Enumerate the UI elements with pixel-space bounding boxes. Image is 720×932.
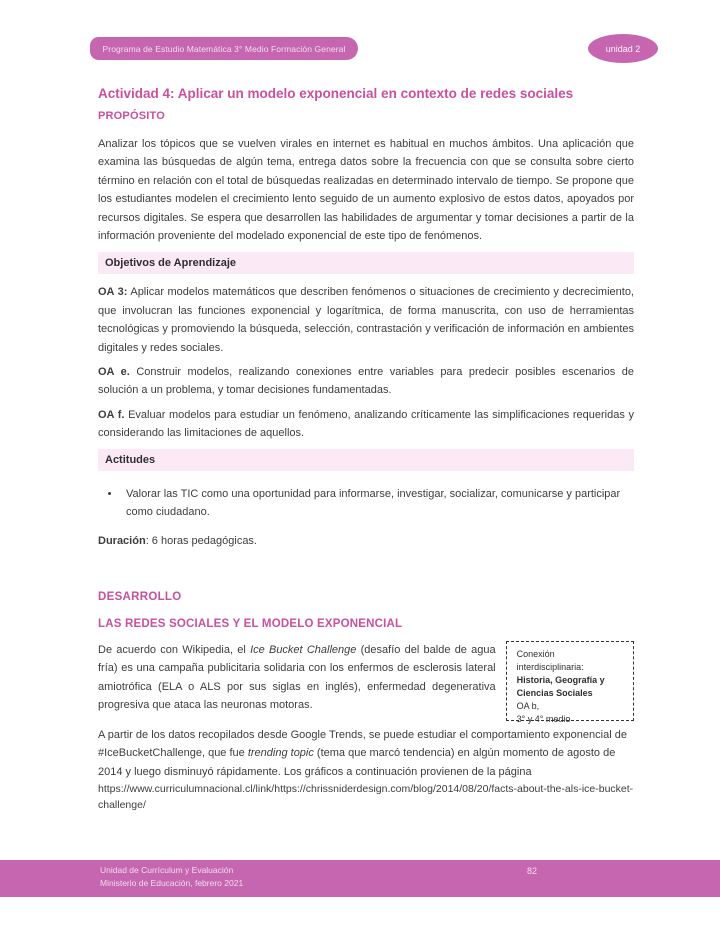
oae-text: Construir modelos, realizando conexiones entre variables para predecir posibles escenarios de solución a un problema, y tomar decisiones fundamentadas. bbox=[98, 366, 635, 397]
connection-box-title: Conexión interdisciplinaria: bbox=[516, 648, 584, 672]
oaf-label: OA f. bbox=[98, 408, 125, 421]
actitudes-heading: Actitudes bbox=[105, 453, 156, 466]
header-unit-badge bbox=[588, 34, 658, 63]
ice-bucket-challenge-italic: Ice Bucket Challenge bbox=[250, 643, 357, 656]
source-url-link[interactable]: https://www.curriculumnacional.cl/link/https://chrissniderdesign.com/blog/2014/08/20/facts-about-the-als-ice-bucket-challenge/ bbox=[98, 783, 634, 812]
wikipedia-text-post: (desafío del balde de agua fría) es una campaña publicitaria solidaria con los enfermos de esclerosis lateral amiotrófica (ELA o ALS por sus siglas en inglés), enfermedad degenerativa progresiva que ataca las neuronas motoras. bbox=[98, 643, 496, 712]
objetivos-heading: Objetivos de Aprendizaje bbox=[105, 257, 237, 270]
proposito-heading: PROPÓSITO bbox=[98, 110, 165, 122]
duracion-line bbox=[98, 532, 634, 550]
footer-line2: Ministerio de Educación, febrero 2021 bbox=[100, 877, 244, 888]
footer-credits bbox=[100, 864, 243, 889]
wikipedia-paragraph bbox=[98, 641, 496, 721]
footer-bar bbox=[0, 860, 720, 897]
connection-box-subject: Historia, Geografía y Ciencias Sociales bbox=[516, 674, 605, 698]
google-trends-paragraph bbox=[98, 726, 634, 781]
duracion-label: Duración bbox=[98, 534, 146, 547]
oa3-text: Aplicar modelos matemáticos que describen fenómenos o situaciones de crecimiento y decrecimiento, que involucran las funciones exponencial y logarítmica, de forma manuscrita, con uso de herramientas tecnológicas y promoviendo la búsqueda, selección, contrastación y verificación de información en ambientes digitales y redes sociales. bbox=[98, 286, 634, 354]
trends-text-post: (tema que marcó tendencia) en algún momento de agosto de 2014 y luego disminuyó rápidamente. Los gráficos a continuación provienen de la página bbox=[98, 747, 616, 778]
oaf-paragraph bbox=[98, 406, 634, 443]
trends-text-pre: A partir de los datos recopilados desde Google Trends, se puede estudiar el comportamiento exponencial de #IceBucketChallenge, que fue bbox=[98, 728, 627, 760]
connection-box-oa: OA b, bbox=[516, 700, 540, 711]
oae-paragraph bbox=[98, 363, 634, 400]
trending-topic-italic: trending topic bbox=[247, 747, 314, 760]
actitud-list-item: • Valorar las TIC como una oportunidad para informarse, investigar, socializar, comunicarse y participar como ciudadano. bbox=[121, 485, 634, 522]
wikipedia-text-pre: De acuerdo con Wikipedia, el bbox=[98, 643, 251, 656]
interdisciplinary-connection-box bbox=[506, 641, 634, 724]
header-program-badge bbox=[90, 37, 358, 60]
oae-label: OA e. bbox=[98, 366, 130, 379]
redes-sociales-section-heading: LAS REDES SOCIALES Y EL MODELO EXPONENCIAL bbox=[98, 617, 403, 630]
document-content bbox=[98, 86, 634, 813]
activity-title: Actividad 4: Aplicar un modelo exponencial en contexto de redes sociales bbox=[98, 86, 574, 101]
footer-line1: Unidad de Currículum y Evaluación bbox=[100, 865, 234, 875]
duracion-value: : 6 horas pedagógicas. bbox=[145, 534, 257, 547]
page-number: 82 bbox=[527, 866, 538, 876]
proposito-paragraph: Analizar los tópicos que se vuelven virales en internet es habitual en muchos ámbitos. Una aplicación que examina las búsquedas de algún tema, entrega datos sobre la frecuencia con que se consulta sobre cierto término en relación con el total de búsquedas realizadas en determinado intervalo de tiempo. Se propone que los estudiantes modelen el crecimiento lento seguido de un aumento explosivo de estos datos, apoyados por recursos digitales. Se espera que desarrollen las habilidades de argumentar y tomar decisiones a partir de la información proveniente del modelado exponencial de este tipo de fenómenos. bbox=[98, 138, 634, 243]
connection-box-levels: 3° y 4° medio bbox=[516, 713, 571, 724]
oaf-text: Evaluar modelos para estudiar un fenómeno, analizando críticamente las simplificaciones requeridas y considerando las limitaciones de aquellos. bbox=[98, 408, 634, 440]
actitudes-section-bar bbox=[98, 449, 634, 471]
desarrollo-heading: DESARROLLO bbox=[98, 590, 182, 603]
header-program-label: Programa de Estudio Matemática 3° Medio Formación General bbox=[102, 43, 346, 54]
objetivos-section-bar bbox=[98, 252, 634, 274]
header-unit-label: unidad 2 bbox=[605, 43, 641, 54]
oa3-paragraph bbox=[98, 283, 634, 357]
wikipedia-row bbox=[98, 641, 634, 724]
actitudes-list bbox=[98, 485, 634, 522]
oa3-label: OA 3: bbox=[98, 286, 128, 299]
